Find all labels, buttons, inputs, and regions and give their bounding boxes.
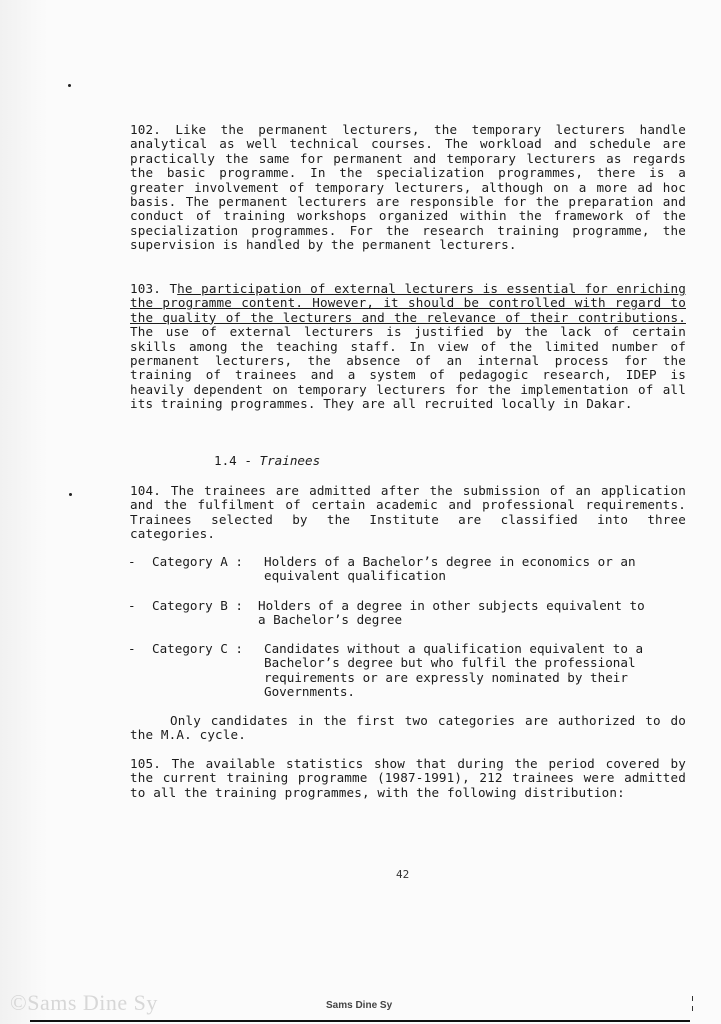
paragraph-103-start: 103. T [130,281,178,296]
paragraph-104: 104. The trainees are admitted after the submission of an application and the fulfilment of certain academic and professional requirements. Trainees selected by the Institute are classified into three categories. [130,483,686,542]
category-description: Holders of a degree in other subjects equivalent to a Bachelor’s degree [258,598,645,628]
scan-speck [68,84,71,87]
bottom-rule [30,1020,690,1022]
paragraph-103-underlined: he participation of external lecturers is essential for enriching the programme content. However, it should be controlled with regard to the quality of the lecturers and the relevance of their contributions. [130,281,686,325]
category-label: Category B : [152,598,243,613]
footer-text: Sams Dine Sy [326,1000,393,1011]
watermark: ©Sams Dine Sy [10,990,158,1015]
margin-mark [692,1006,693,1011]
margin-mark [692,996,693,1001]
paragraph-103-rest: The use of external lecturers is justified by the lack of certain skills among the teaching staff. In view of the limited number of permanent lecturers, the absence of an internal process for the training of trainees and a system of pedagogic research, IDEP is heavily dependent on temporary lecturers for the implementation of all its training programmes. They are all recruited locally in Dakar. [130,324,686,412]
list-dash: - [128,554,136,569]
page-edge-shadow [0,0,48,1024]
category-description: Candidates without a qualification equivalent to a Bachelor’s degree but who fulfil the professional requirements or are expressly nominated by their Governments. [264,641,644,700]
paragraph-103 [130,282,686,412]
category-label: Category C : [152,641,243,656]
paragraph-102: 102. Like the permanent lecturers, the temporary lecturers handle analytical as well technical courses. The workload and schedule are practically the same for permanent and temporary lecturers as regards the basic programme. In the specialization programmes, there is a greater involvement of temporary lecturers, although on a more ad hoc basis. The permanent lecturers are responsible for the preparation and conduct of training workshops organized within the framework of the specialization programmes. For the research training programme, the supervision is handled by the permanent lecturers. [130,122,686,253]
page-number: 42 [396,868,410,881]
paragraph-105: 105. The available statistics show that during the period covered by the current training programme (1987-1991), 212 trainees were admitted to all the training programmes, with the following distribution: [130,756,686,800]
paragraph-only-candidates: Only candidates in the first two categories are authorized to do the M.A. cycle. [130,713,686,743]
section-heading [214,453,320,469]
section-title: Trainees [259,453,321,468]
section-number: 1.4 - [214,453,252,468]
scan-speck [69,493,72,496]
category-description: Holders of a Bachelor’s degree in economics or an equivalent qualification [264,554,636,584]
category-label: Category A : [152,554,243,569]
list-dash: - [128,598,136,613]
list-dash: - [128,641,136,656]
